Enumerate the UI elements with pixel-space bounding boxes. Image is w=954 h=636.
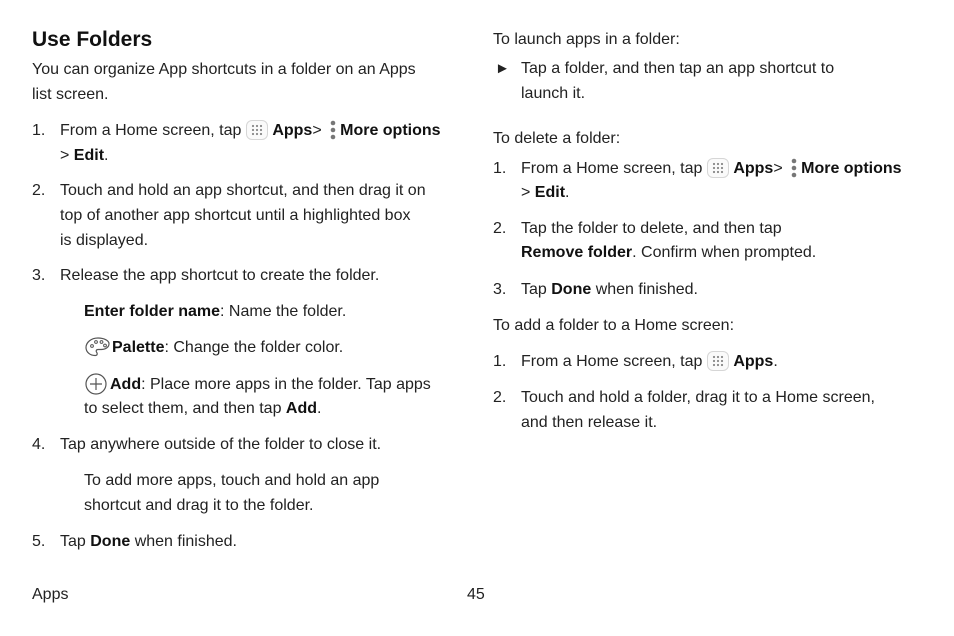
delete-step-1-line-2: > Edit. <box>521 184 570 201</box>
add-step-2-number: 2. <box>493 389 507 406</box>
step-4-line-1: Tap anywhere outside of the folder to close it. <box>60 436 382 453</box>
delete-step-3-line-1: Tap Done when finished. <box>521 281 698 298</box>
delete-step-1-number: 1. <box>493 160 507 177</box>
step-5-line-1: Tap Done when finished. <box>60 533 237 550</box>
sub-enter-folder-name: Enter folder name: Name the folder. <box>84 303 347 320</box>
note-line-1: To add more apps, touch and hold an app <box>84 472 380 489</box>
step-1-line-2: > Edit. <box>60 147 109 164</box>
step-2-number: 2. <box>32 182 46 199</box>
step-4-number: 4. <box>32 436 46 453</box>
delete-step-2-line-2: Remove folder. Confirm when prompted. <box>521 244 817 261</box>
step-5-number: 5. <box>32 533 46 550</box>
step-2-line-3: is displayed. <box>60 232 149 249</box>
add-title: To add a folder to a Home screen: <box>493 317 735 334</box>
palette-icon <box>84 336 112 358</box>
delete-step-2-line-1: Tap the folder to delete, and then tap <box>521 220 782 237</box>
add-step-1-number: 1. <box>493 353 507 370</box>
apps-grid-icon <box>707 351 729 371</box>
launch-line-1: Tap a folder, and then tap an app shortcut to <box>521 60 835 77</box>
intro-line-1: You can organize App shortcuts in a folder on an Apps <box>32 61 416 78</box>
add-step-2-line-2: and then release it. <box>521 414 658 431</box>
delete-step-2-number: 2. <box>493 220 507 237</box>
more-options-icon <box>329 119 337 141</box>
step-3-line-1: Release the app shortcut to create the folder. <box>60 267 380 284</box>
note-line-2: shortcut and drag it to the folder. <box>84 497 314 514</box>
apps-grid-icon <box>707 158 729 178</box>
launch-title: To launch apps in a folder: <box>493 31 680 48</box>
page-number: 45 <box>467 586 485 603</box>
sub-palette: Palette: Change the folder color. <box>84 336 343 360</box>
section-heading: Use Folders <box>32 28 153 51</box>
sub-add-line-2: to select them, and then tap Add. <box>84 400 322 417</box>
step-3-number: 3. <box>32 267 46 284</box>
footer-section: Apps <box>32 586 69 603</box>
sub-add-line-1: Add: Place more apps in the folder. Tap apps <box>84 373 431 397</box>
step-2-line-2: top of another app shortcut until a highlighted box <box>60 207 411 224</box>
step-1-number: 1. <box>32 122 46 139</box>
more-options-icon <box>790 157 798 179</box>
step-1-line-1: From a Home screen, tap Apps> More options <box>60 119 441 143</box>
delete-step-3-number: 3. <box>493 281 507 298</box>
add-step-1-line-1: From a Home screen, tap Apps. <box>521 350 778 374</box>
delete-step-1-line-1: From a Home screen, tap Apps> More options <box>521 157 902 181</box>
add-step-2-line-1: Touch and hold a folder, drag it to a Home screen, <box>521 389 875 406</box>
bullet-arrow: ► <box>495 60 510 77</box>
step-2-line-1: Touch and hold an app shortcut, and then drag it on <box>60 182 426 199</box>
add-circle-icon <box>84 373 110 395</box>
intro-line-2: list screen. <box>32 86 109 103</box>
launch-line-2: launch it. <box>521 85 586 102</box>
apps-grid-icon <box>246 120 268 140</box>
delete-title: To delete a folder: <box>493 130 621 147</box>
